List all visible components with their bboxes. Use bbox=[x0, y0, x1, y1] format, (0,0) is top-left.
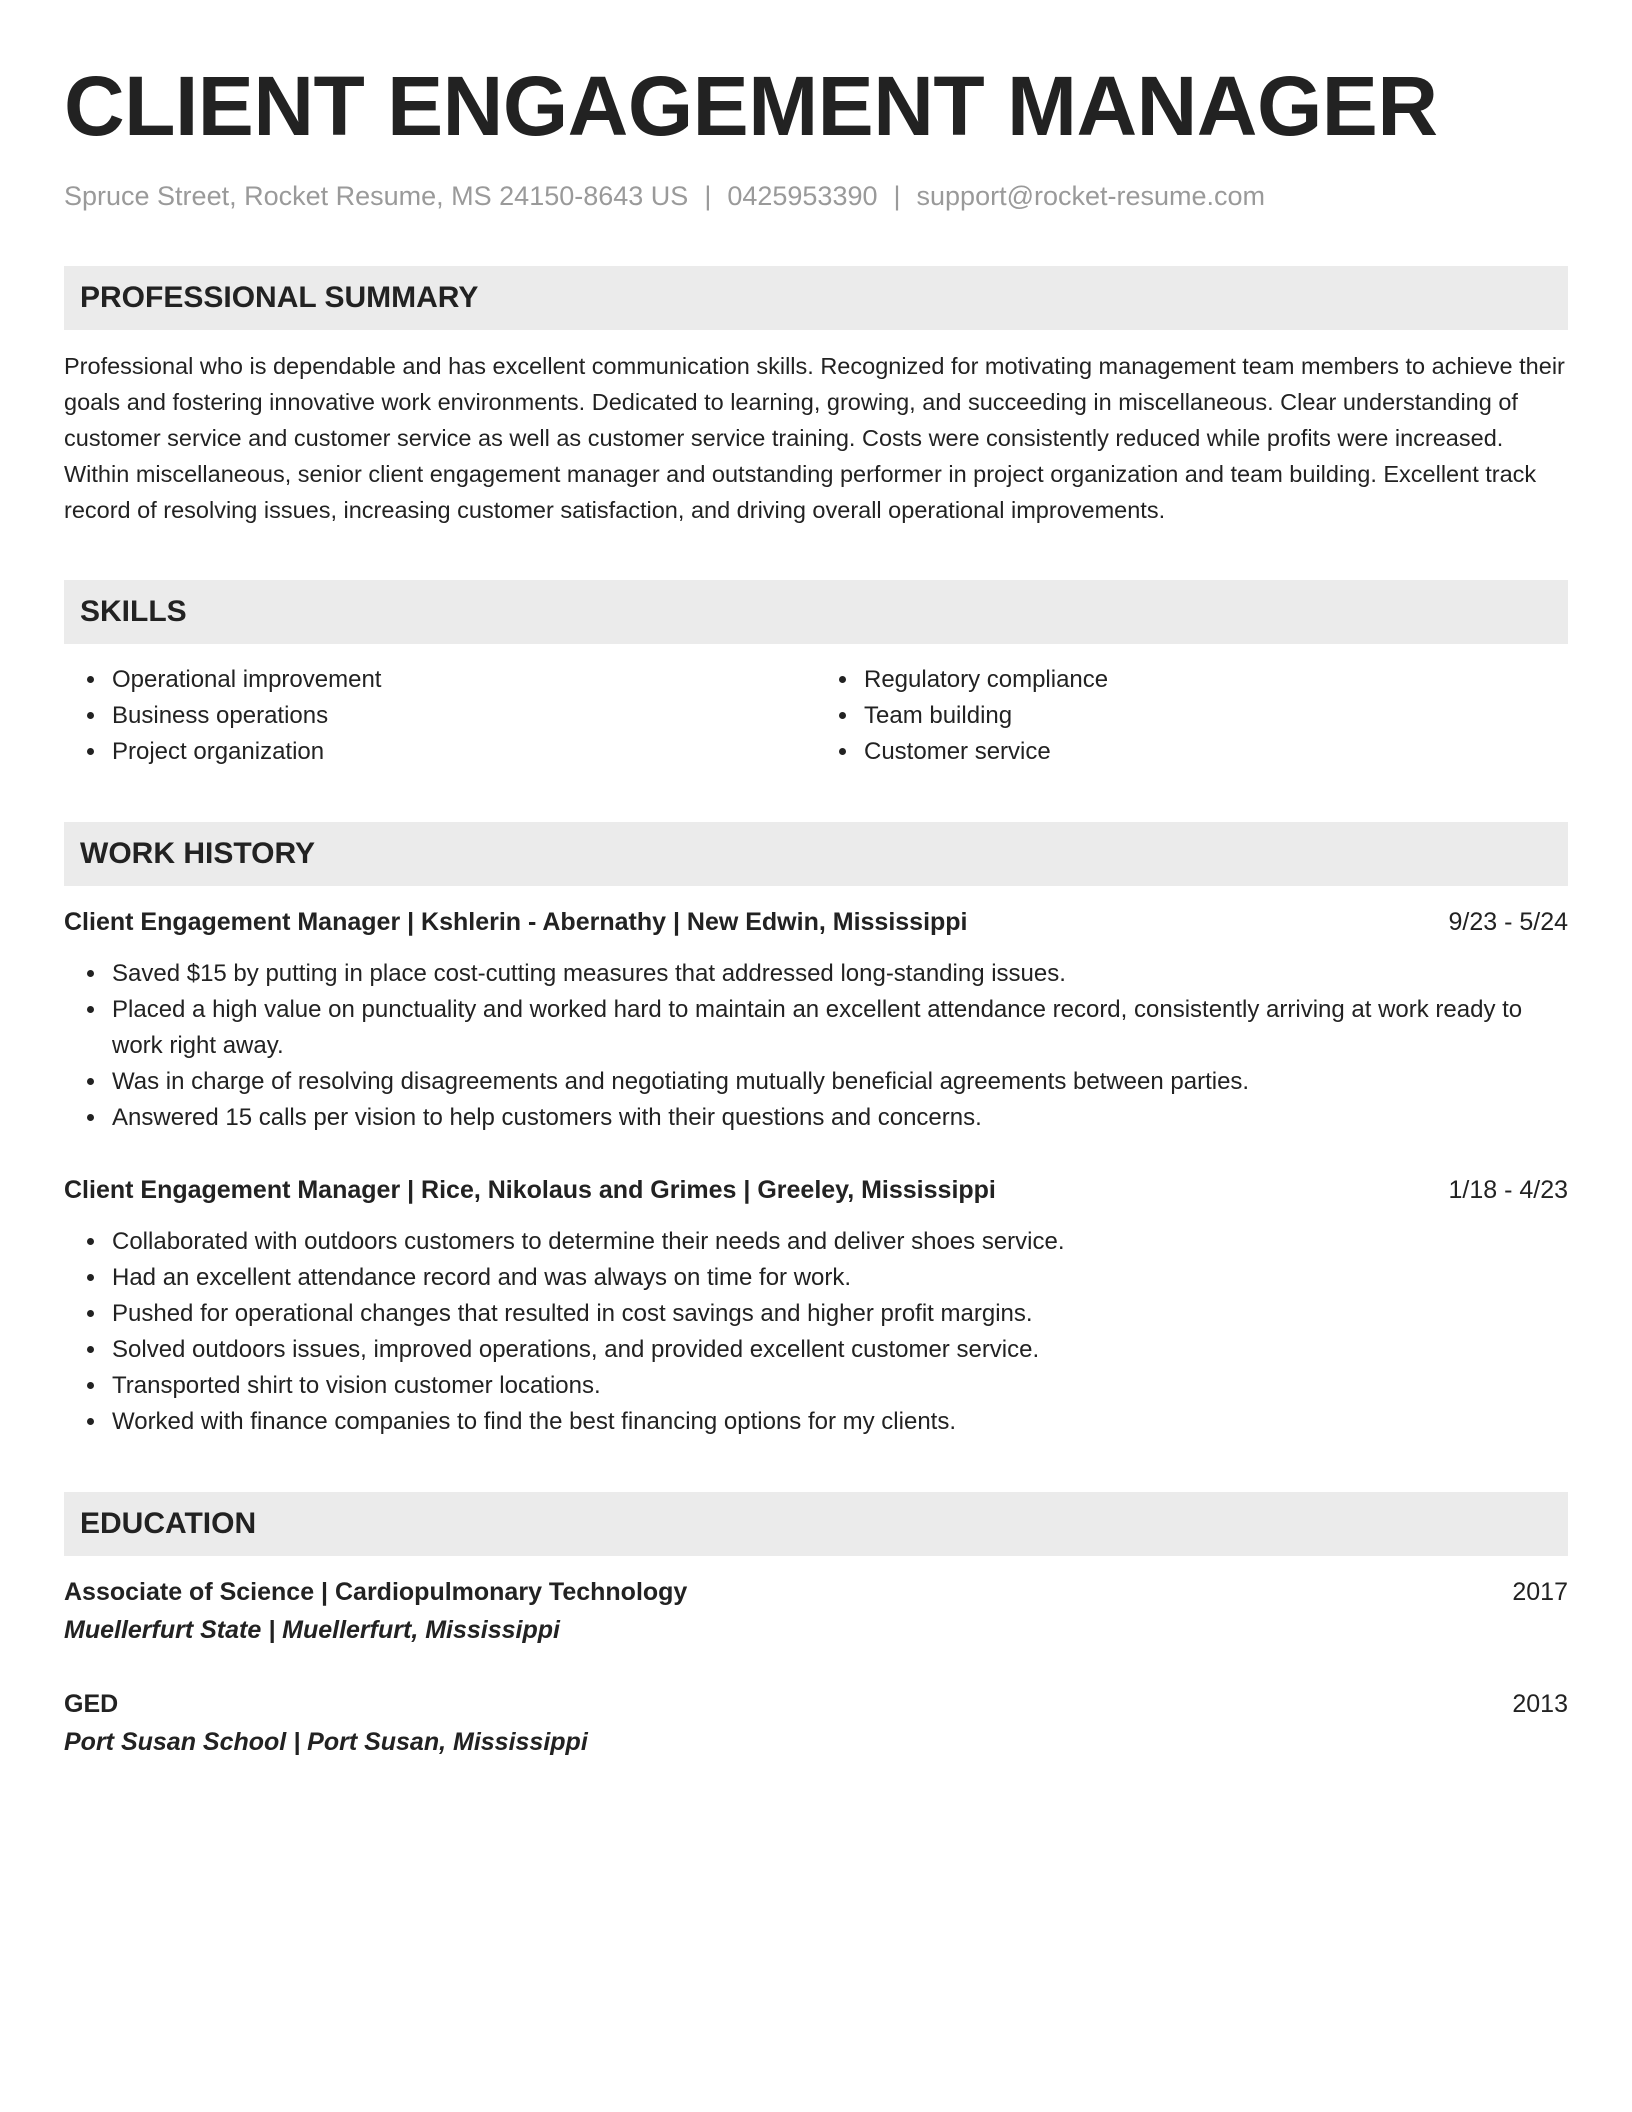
contact-separator: | bbox=[893, 181, 901, 211]
job-bullet: • Had an excellent attendance record and was always on time for work. bbox=[108, 1260, 1568, 1296]
section-header-summary: PROFESSIONAL SUMMARY bbox=[64, 266, 1568, 330]
education-header bbox=[64, 1686, 1568, 1722]
skills-column-right bbox=[816, 662, 1568, 770]
education-degree: GED bbox=[64, 1690, 119, 1718]
skill-item: • Customer service bbox=[860, 734, 1568, 770]
skill-item: • Operational improvement bbox=[108, 662, 816, 698]
education-school: Muellerfurt State | Muellerfurt, Mississippi bbox=[64, 1616, 560, 1644]
education-degree: Associate of Science | Cardiopulmonary Technology bbox=[64, 1578, 688, 1606]
job-bullet: • Placed a high value on punctuality and worked hard to maintain an excellent attendance record, consistently arriving at work ready to work right away. bbox=[108, 992, 1568, 1064]
contact-email: support@rocket-resume.com bbox=[916, 181, 1266, 211]
section-header-skills: SKILLS bbox=[64, 580, 1568, 644]
job-dates: 1/18 - 4/23 bbox=[1448, 1176, 1568, 1204]
education-year: 2013 bbox=[1512, 1690, 1568, 1718]
section-header-work-history: WORK HISTORY bbox=[64, 822, 1568, 886]
skill-item: • Team building bbox=[860, 698, 1568, 734]
section-header-education: EDUCATION bbox=[64, 1492, 1568, 1556]
skill-item: • Project organization bbox=[108, 734, 816, 770]
job-bullet: • Answered 15 calls per vision to help customers with their questions and concerns. bbox=[108, 1100, 1568, 1136]
job-entry bbox=[64, 904, 1568, 1136]
job-bullets bbox=[64, 1224, 1568, 1440]
resume-name: CLIENT ENGAGEMENT MANAGER bbox=[64, 59, 1438, 153]
skills-list bbox=[64, 662, 1568, 770]
job-bullet: • Saved $15 by putting in place cost-cutting measures that addressed long-standing issues. bbox=[108, 956, 1568, 992]
job-title: Client Engagement Manager | Kshlerin - Abernathy | New Edwin, Mississippi bbox=[64, 908, 968, 936]
job-bullet: • Worked with finance companies to find the best financing options for my clients. bbox=[108, 1404, 1568, 1440]
contact-phone: 0425953390 bbox=[727, 181, 878, 211]
job-header bbox=[64, 904, 1568, 940]
summary-text: Professional who is dependable and has excellent communication skills. Recognized for motivating management team members to achieve their goals and fostering innovative work environments. Dedicated to learning, growing, and succeeding in miscellaneous. Clear understanding of customer service and customer service as well as customer service training. Costs were consistently reduced while profits were increased. Within miscellaneous, senior client engagement manager and outstanding performer in project organization and team building. Excellent track record of resolving issues, increasing customer satisfaction, and driving overall operational improvements. bbox=[64, 353, 1565, 523]
education-school: Port Susan School | Port Susan, Mississippi bbox=[64, 1728, 588, 1756]
job-entry bbox=[64, 1172, 1568, 1440]
contact-address: Spruce Street, Rocket Resume, MS 24150-8643 US bbox=[64, 181, 689, 211]
job-bullet: • Transported shirt to vision customer locations. bbox=[108, 1368, 1568, 1404]
job-header bbox=[64, 1172, 1568, 1208]
education-year: 2017 bbox=[1512, 1578, 1568, 1606]
job-bullets bbox=[64, 956, 1568, 1136]
education-entry bbox=[64, 1686, 1568, 1762]
contact-separator: | bbox=[704, 181, 712, 211]
skill-item: • Business operations bbox=[108, 698, 816, 734]
job-bullet: • Collaborated with outdoors customers to determine their needs and deliver shoes service. bbox=[108, 1224, 1568, 1260]
job-dates: 9/23 - 5/24 bbox=[1448, 908, 1568, 936]
job-bullet: • Solved outdoors issues, improved operations, and provided excellent customer service. bbox=[108, 1332, 1568, 1368]
contact-line bbox=[64, 178, 1568, 214]
skill-item: • Regulatory compliance bbox=[860, 662, 1568, 698]
job-title: Client Engagement Manager | Rice, Nikolaus and Grimes | Greeley, Mississippi bbox=[64, 1176, 996, 1204]
job-bullet: • Pushed for operational changes that resulted in cost savings and higher profit margins. bbox=[108, 1296, 1568, 1332]
education-entry bbox=[64, 1574, 1568, 1650]
job-bullet: • Was in charge of resolving disagreements and negotiating mutually beneficial agreements between parties. bbox=[108, 1064, 1568, 1100]
education-header bbox=[64, 1574, 1568, 1610]
skills-column-left bbox=[64, 662, 816, 770]
